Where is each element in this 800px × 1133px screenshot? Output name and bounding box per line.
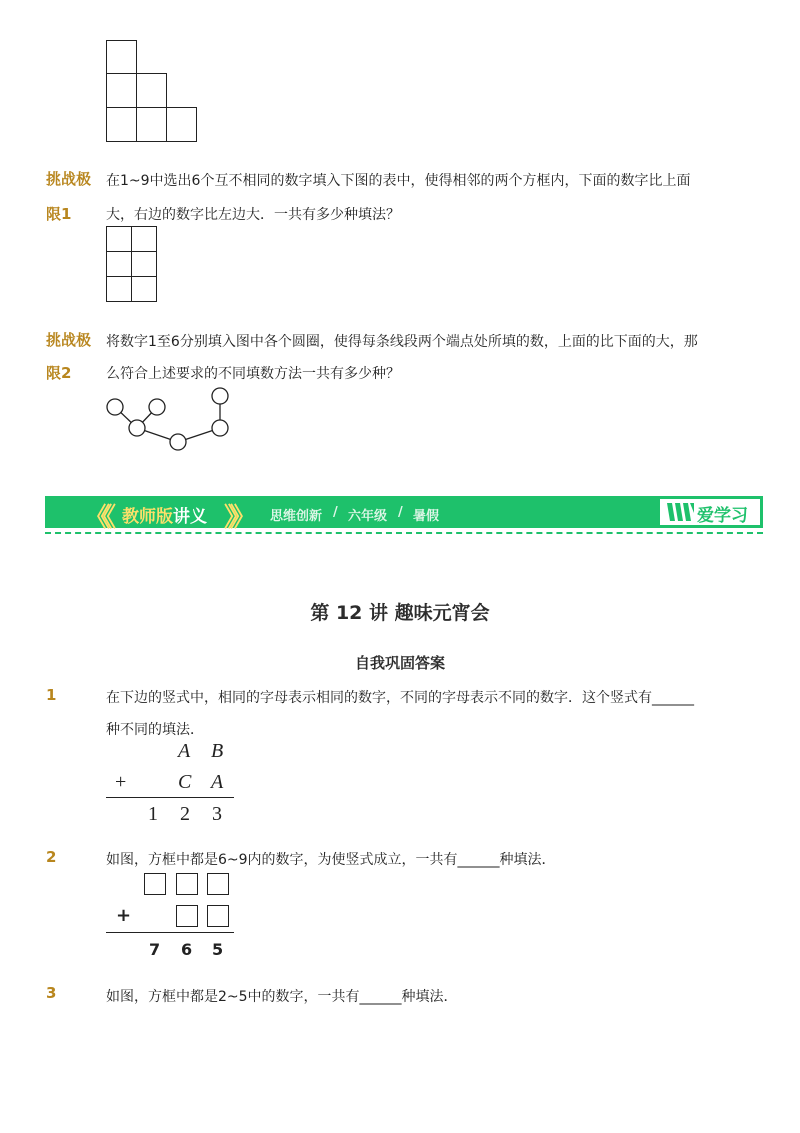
result-digit: 6 [181, 940, 193, 959]
addend-letter: A [178, 740, 191, 762]
result-digit: 3 [212, 803, 222, 825]
digit-box [207, 873, 229, 895]
challenge1-text-line2: 大，右边的数字比左边大．一共有多少种填法？ [106, 207, 400, 223]
sum-line [106, 932, 234, 933]
question-1-text-line2: 种不同的填法． [106, 722, 204, 738]
result-digit: 1 [148, 803, 158, 825]
logo-text: 爱学习 [697, 506, 748, 526]
lecture-subtitle: 自我巩固答案 [354, 654, 445, 672]
breadcrumb-item-2: 六年级 [348, 509, 388, 524]
breadcrumb-separator: / [398, 505, 403, 520]
challenge2-label-line2: 限2 [46, 364, 72, 382]
circle-graph-diagram [95, 380, 245, 460]
grid-cell [106, 276, 132, 302]
plus-sign: + [116, 905, 132, 926]
addend-letter: A [211, 771, 224, 793]
challenge1-label-line2: 限1 [46, 205, 72, 223]
digit-box [176, 905, 198, 927]
graph-node [170, 434, 186, 450]
grid-cell [106, 40, 137, 74]
plus-sign: + [115, 771, 127, 793]
challenge1-text-line1: 在1~9中选出6个互不相同的数字填入下图的表中，使得相邻的两个方框内，下面的数字比上面 [106, 173, 691, 189]
logo-mark-icon [665, 501, 695, 523]
grid-cell [131, 226, 157, 252]
grid-cell [106, 73, 137, 108]
question-2-number: 2 [46, 848, 57, 866]
addend-letter: B [211, 740, 224, 762]
question-3-number: 3 [46, 984, 57, 1002]
grid-cell [136, 73, 167, 108]
question-1-number: 1 [46, 686, 57, 704]
grid-cell [106, 226, 132, 252]
banner-title [122, 502, 207, 527]
graph-node [212, 420, 228, 436]
grid-cell [136, 107, 167, 142]
lecture-title: 第 12 讲 趣味元宵会 [310, 602, 490, 624]
grid-cell [106, 107, 137, 142]
digit-box [176, 873, 198, 895]
grid-cell [166, 107, 197, 142]
result-digit: 2 [180, 803, 190, 825]
grid-cell [131, 276, 157, 302]
question-1-text-line1: 在下边的竖式中，相同的字母表示相同的数字，不同的字母表示不同的数字．这个竖式有______ [106, 690, 694, 706]
challenge2-text-line2: 么符合上述要求的不同填数方法一共有多少种？ [106, 366, 400, 382]
digit-box [207, 905, 229, 927]
graph-node [107, 399, 123, 415]
breadcrumb-separator: / [333, 505, 338, 520]
challenge1-label-line1: 挑战极 [46, 170, 92, 188]
banner-title-part-a: 教师版 [122, 507, 173, 527]
challenge2-label-line1: 挑战极 [46, 331, 92, 349]
breadcrumb-item-3: 暑假 [413, 509, 440, 524]
sum-line [106, 797, 234, 798]
graph-node [212, 388, 228, 404]
result-digit: 7 [149, 940, 161, 959]
graph-node [129, 420, 145, 436]
graph-node [149, 399, 165, 415]
chevron-left-icon: 《《 [84, 503, 110, 533]
grid-cell [106, 251, 132, 277]
question-3-text-line1: 如图，方框中都是2~5中的数字，一共有______种填法． [106, 989, 458, 1005]
question-2-text-line1: 如图，方框中都是6~9内的数字，为使竖式成立，一共有______种填法． [106, 852, 556, 868]
challenge2-text-line1: 将数字1至6分别填入图中各个圆圈，使得每条线段两个端点处所填的数，上面的比下面的大，那 [106, 334, 698, 350]
chevron-right-icon: 》》 [224, 503, 250, 533]
grid-cell [131, 251, 157, 277]
banner-title-part-b: 讲义 [173, 507, 207, 527]
breadcrumb-item-1: 思维创新 [270, 509, 323, 524]
addend-letter: C [178, 771, 192, 793]
result-digit: 5 [212, 940, 224, 959]
digit-box [144, 873, 166, 895]
banner-divider [45, 532, 763, 534]
